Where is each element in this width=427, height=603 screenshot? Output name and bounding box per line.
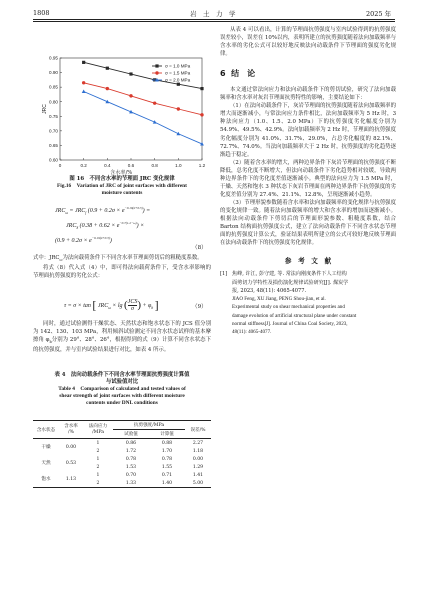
y-tick-label: 0.90 — [49, 70, 58, 76]
section-number: 6 — [220, 69, 226, 79]
cell: 0.00 — [192, 456, 204, 462]
ref-line: Experimental study on shear mechanical properties and — [232, 304, 345, 311]
eq-sub-f: f — [85, 211, 87, 216]
reference-number: [1] — [220, 271, 228, 278]
x-tick-label: 1.0 — [175, 163, 182, 168]
eq9-jrc: JRC — [97, 303, 109, 309]
cell: 2.27 — [192, 440, 204, 446]
y-axis-label: JRC — [42, 104, 48, 114]
text-jrc-omega: 式中：JRC — [33, 255, 60, 261]
right-paragraph-1: 从表 4 可以看出，计算的节理面抗剪强度与室内试验得到的抗剪强度误差较小，误差在 10%以内，表明所建立的抗剪强度随着法向加载频率与含水率的劣化公式可以较好地反映法向动载条件下节理面的强度劣化规律。 — [220, 27, 396, 58]
cell: 2 — [96, 448, 100, 454]
th-moisture-2: /% — [68, 429, 74, 435]
data-point — [153, 101, 156, 104]
data-point — [82, 61, 85, 64]
left-paragraph-1: 式中：$JRC_\omega$为法向载荷条件下不同含水率节理面剪切后的粗糙度系数。 将式（8）代入式（4）中，即可得法向载荷条件下，受含水率影响的节理面抗剪强度的劣化公式： — [33, 255, 211, 280]
x-tick-label: 0.8 — [151, 163, 158, 168]
x-tick-label: 0 — [58, 163, 62, 168]
th-test: 试验值 — [113, 430, 149, 439]
cell: 1 — [96, 440, 100, 446]
data-point — [200, 87, 203, 90]
th-stress — [83, 421, 113, 439]
ref-line: damage evolution of artificial structural plane under constant — [232, 312, 357, 319]
y-tick-label: 0.70 — [49, 128, 58, 134]
ref-line: 面剪切力学特性及损伤演化规律试验研究[J]. 煤炭学 — [232, 279, 349, 286]
y-tick-label: 0.75 — [49, 113, 58, 119]
equation-8-number: （8） — [192, 245, 207, 251]
text-jrc-def: 为法向载荷条件下不同含水率节理面剪切后的粗糙度系数。 — [62, 255, 203, 261]
legend-marker — [155, 71, 158, 74]
eq9-phi-sub: b — [151, 306, 154, 311]
right-paragraph-3: （1）在法向动载条件下，灰岩节理面的抗剪强度随着法向加载频率的增大而逐渐减小，与常法向应力条件相比，法向加载频率为 5 Hz 时，3 种法向应力（1.0、1.5、2.0 MPa）下的抗剪强度劣化幅度分别为 54.9%、49.5%、42.9%。法向加载频率为 2 Hz 时，节理面的抗剪强度劣化幅度分别为 41.0%、31.7%、29.0%，占总劣化幅度的 82.1%、72.7%、74.0%。当法向加载频率大于 2 Hz 时，抗剪强度的劣化趋势逐渐趋于稳定。 — [220, 103, 396, 158]
y-tick-label: 0.65 — [49, 143, 58, 149]
section-heading — [220, 70, 396, 78]
eq2-tail: ) × — [136, 223, 145, 229]
eq2-jrc: JRC — [66, 223, 77, 229]
figure-caption-en-1: Fig.16 Variation of JRC of joint surfaces with different — [57, 183, 187, 189]
eq-exp: −0.19(σ+0.3) — [124, 206, 143, 210]
x-tick-label: 0.2 — [80, 163, 87, 168]
data-point — [82, 90, 86, 94]
section-title: 结 论 — [231, 69, 256, 79]
th-stress-1: 法向应力 — [88, 423, 108, 429]
th-error: 误差/% — [185, 421, 211, 439]
eq-tail: ) = — [142, 208, 151, 214]
data-point — [106, 67, 109, 70]
cell: 0.78 — [161, 456, 173, 462]
eq2-term: (0.38 + 0.62 × e — [79, 223, 120, 229]
chart-xlabel: 含水率/% — [110, 170, 133, 176]
eq9-jcs: JCS — [127, 299, 138, 306]
table-caption-en-3: contents under DNL conditions — [86, 400, 158, 406]
page-number: 1808 — [33, 9, 50, 17]
table-caption-cn-2: 与试验值对比 — [105, 379, 139, 385]
data-point — [177, 83, 180, 86]
y-tick-label: 0.95 — [49, 55, 58, 61]
jrc-chart — [38, 48, 210, 178]
figure-caption-en-2: moisture contents — [101, 190, 143, 196]
y-tick-label: 0.60 — [49, 157, 58, 163]
cell: 1.13 — [59, 471, 83, 488]
reference-1 — [220, 270, 396, 336]
cell: 2 — [96, 464, 100, 470]
table-row — [33, 455, 211, 463]
equation-9: τ = σ × tan [ $JRC_\omega \times \lg$ ( JCS σ ) + $\varphi_b$ ] — [64, 298, 159, 313]
eq3-exp: −0.19(σ+0.3) — [91, 236, 110, 240]
header-rule-thin — [33, 21, 395, 22]
ref-line: 报, 2023, 48(11): 4065-4077. — [232, 287, 307, 294]
legend-label: σ = 1.5 MPa — [165, 70, 191, 76]
cell: 1.33 — [113, 479, 149, 488]
cell: 0.70 — [125, 472, 137, 478]
data-point — [129, 94, 132, 97]
cell: 干燥 — [41, 445, 51, 450]
table-caption-en-1: Table 4 Comparison of calculated and tested values of — [58, 386, 186, 392]
ref-line: JIAO Feng, XU Jiang, PENG Shou-jian, et al. — [232, 296, 326, 303]
cell: 天然 — [41, 461, 51, 466]
equation-8 — [55, 206, 215, 248]
th-moisture-1: 含水率 — [64, 423, 78, 429]
legend-label: σ = 2.0 MPa — [165, 77, 191, 83]
table-caption — [33, 372, 211, 407]
year: 2025 年 — [366, 10, 392, 18]
data-point — [82, 81, 85, 84]
cell: 1.53 — [125, 464, 137, 470]
table-row — [33, 471, 211, 479]
th-calc: 计算值 — [149, 430, 185, 439]
data-point — [129, 72, 132, 75]
eq3-tail: ) — [109, 238, 112, 244]
text-compare: 分别为 29°、28°、26°，根据得到的式（9）计算不同含水状态下的抗剪强度，并与室内试验结果进行对比，如表 4 所示。 — [33, 337, 211, 354]
left-text-derive: 将式（8）代入式（4）中，即可得法向载荷条件下，受含水率影响的节理面抗剪强度的劣化公式： — [33, 265, 211, 280]
cell: 1.29 — [192, 464, 204, 470]
data-point — [177, 107, 180, 110]
cell: 1.55 — [161, 464, 173, 470]
th-stress-2: /MPa — [92, 429, 104, 435]
eq-jrc: JRC — [55, 208, 66, 214]
equation-8-line2: $JRC_S$ $(0.38 + 0.62 \times e^{-0.7(1.2-\omega)})$ × — [66, 221, 145, 231]
cell: 1 — [96, 472, 100, 478]
ref-line: 48(11): 4065-4077. — [232, 329, 272, 336]
table-caption-en-2: shear strength of joint surfaces with different moisture — [59, 393, 185, 399]
cell: 1 — [96, 456, 100, 462]
ref-line: normal stiffness[J]. Journal of China Coal Society, 2023, — [232, 321, 348, 327]
table-row — [33, 439, 211, 448]
left-paragraph-2: 同时，通过试验测得干燥状态、天然状态和饱水状态下的 JCS 值分别为 142、130、103 MPa，利用倾斜试验测定不同含水状态试样的基本摩擦角 $\varphi_b$分别为 29°、28°、26°，根据得到的式（9）计算不同含水状态下的抗剪强度，并与室内试验结果进行对比，如表 4 所示。 — [33, 321, 211, 354]
right-paragraph-4: （2）随着含水率的增大，两种边界条件下灰岩节理面的抗剪强度不断降低，总劣化度不断增大，但法向动载条件下劣化趋势相对较缓，导致两种边界条件下的劣化度差值逐渐减小。典型的法向应力为 1.5 MPa 时，干燥、天然和饱水 3 种状态下灰岩节理面在两种边界条件下抗剪强度的劣化度差值分别为 27.4%、21.1%、12.8%，呈现逐渐减小趋势。 — [220, 159, 396, 198]
text-jcs: 同时，通过试验测得干燥状态、天然状态和饱水状态下的 JCS 值分别为 142、130、103 MPa，利用倾斜试验测定不同含水状态试样的基本摩擦角 φ — [33, 321, 211, 344]
equation-9-number: （9） — [192, 304, 207, 310]
ref-line: 焦峰, 许江, 彭守建, 等. 常法向刚度条件下人工结构 — [232, 271, 347, 278]
y-tick-label: 0.85 — [49, 84, 58, 90]
right-paragraph-5: （3）节理形貌参数随着含水率和法向加载频率的变化规律与抗剪强度的变化规律一致。随着法向加载频率的增大和含水率的增加而逐渐减小。根据法向动载条件下剪切后的节理面形貌参数、粗糙度系数，结合 Barton 结构面抗剪强度公式，建立了法向动载条件下不同含水状态节理面的抗剪强度计算公式，验证结果表明所建立的公式可较好地反映节理面在法向动载条件下的抗剪强度劣化规律。 — [220, 199, 396, 247]
x-tick-label: 0.4 — [104, 163, 111, 168]
legend-marker — [155, 64, 158, 67]
right-paragraph-2: 本文通过常法向应力和法向动载条件下的剪切试验，研究了法向加载频率和含水率对灰岩节理面抗剪特性的影响，主要结论如下： — [220, 87, 396, 102]
journal-title: 岩 土 力 学 — [190, 10, 236, 18]
table-caption-cn-1: 表 4 法向动载条件下不同含水率节理面抗剪强度计算值 — [54, 372, 190, 378]
data-point — [106, 87, 109, 90]
y-tick-label: 0.80 — [49, 99, 58, 105]
cell: 0.00 — [65, 444, 77, 450]
th-state: 含水状态 — [33, 421, 59, 439]
data-point — [200, 113, 203, 116]
cell: 1.18 — [192, 448, 204, 454]
th-group: 抗剪强度/MPa — [113, 421, 185, 430]
header-rule — [33, 19, 395, 20]
eq9-lg: × lg — [112, 303, 123, 309]
eq9-tau: τ = σ × tan — [64, 303, 91, 309]
table-4 — [33, 420, 211, 488]
eq-jrc-f: = JRC — [69, 208, 86, 214]
cell: 0.53 — [65, 460, 77, 466]
x-tick-label: 0.6 — [127, 163, 135, 168]
references-title: 参 考 文 献 — [284, 257, 332, 266]
legend-label: σ = 1.0 MPa — [165, 63, 191, 69]
cell: 0.71 — [161, 472, 173, 478]
table-header-row — [33, 421, 211, 430]
eq2-exp: −0.7(1.2−ω) — [119, 221, 137, 225]
cell: 2 — [83, 479, 113, 488]
equation-8-line1: $JRC_\omega = JRC_f$ $(0.9 + 0.2\sigma \times e^{-0.19(\sigma+0.3)})$ = — [55, 206, 151, 216]
th-moisture — [59, 421, 83, 439]
cell: 0.78 — [125, 456, 137, 462]
cell: 0.88 — [161, 440, 173, 446]
cell: 1.72 — [125, 448, 137, 454]
cell: 饱水 — [33, 471, 59, 488]
cell: 1.41 — [192, 472, 204, 478]
figure-caption-cn: 图 16 不同含水率的节理面 JRC 变化规律 — [69, 176, 175, 182]
cell: 5.00 — [185, 479, 211, 488]
figure-caption — [33, 176, 211, 197]
eq9-phi: + φ — [142, 303, 152, 309]
eq9-sigma: σ — [131, 306, 134, 313]
cell: 1.70 — [161, 448, 173, 454]
right-column — [220, 26, 396, 337]
cell: 0.86 — [125, 440, 137, 446]
x-tick-label: 1.2 — [198, 163, 206, 168]
equation-8-line3 — [55, 236, 215, 248]
eq3-term: (0.9 + 0.2σ × e — [55, 238, 92, 244]
cell: 1.40 — [149, 479, 185, 488]
eq-term: (0.9 + 0.2σ × e — [87, 208, 125, 214]
